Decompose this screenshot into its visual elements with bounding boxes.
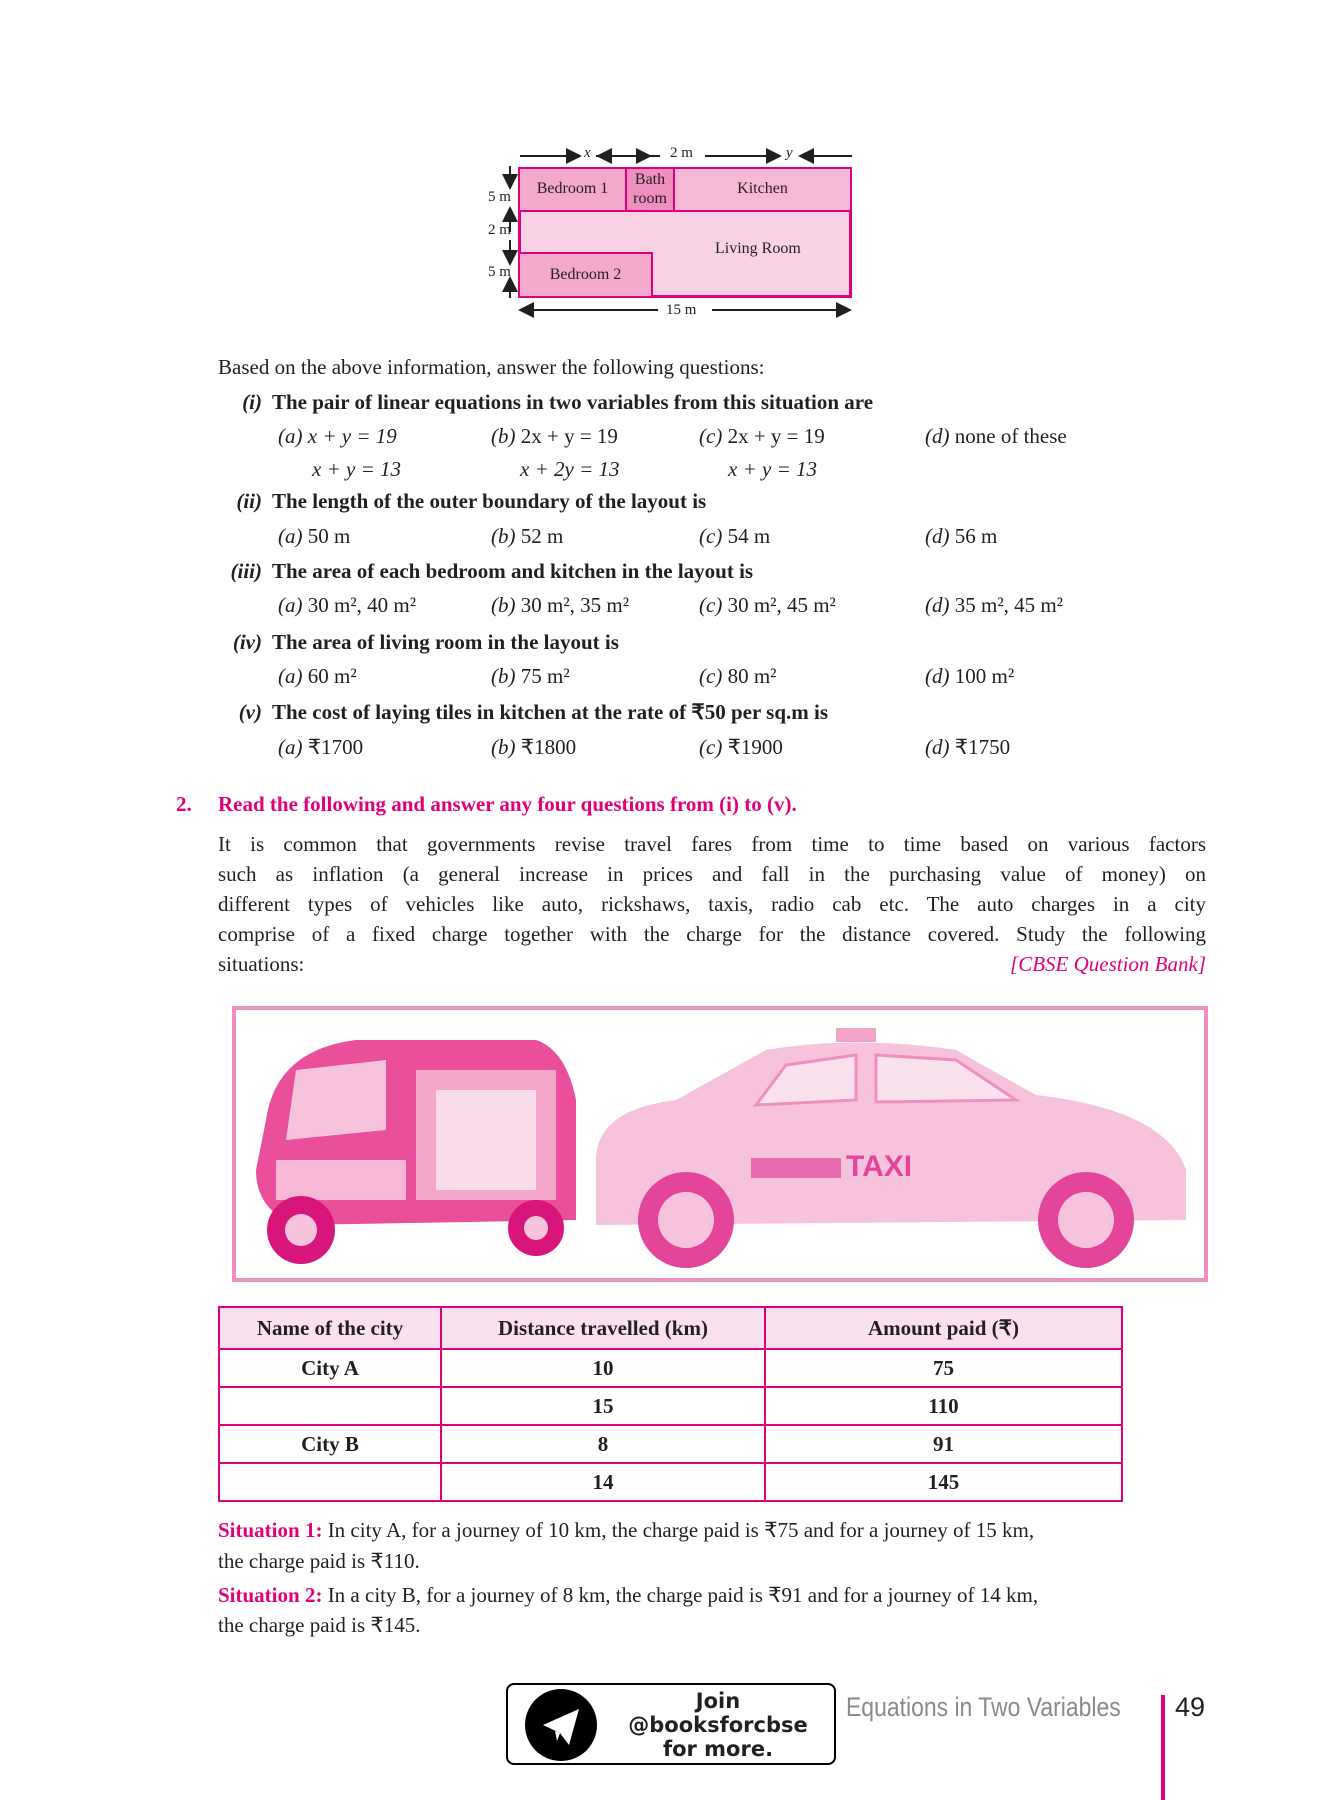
bedroom-1-label: Bedroom 1 <box>536 180 609 198</box>
cell-city: City B <box>219 1425 441 1463</box>
column-header: Amount paid (₹) <box>765 1307 1122 1349</box>
bath-label: Bath <box>634 171 666 189</box>
option-c[interactable]: (c) 80 m² <box>699 664 777 688</box>
cell-city <box>219 1387 441 1425</box>
dim-x: x <box>584 145 591 161</box>
more-text: for more. <box>662 1737 774 1761</box>
dim-2m-left: 2 m <box>488 222 511 238</box>
table-header-row <box>219 1307 1122 1349</box>
bedroom-2-label: Bedroom 2 <box>549 265 622 283</box>
telegram-icon <box>525 1689 597 1761</box>
situation-2-line2: the charge paid is ₹145. <box>218 1613 421 1637</box>
option-a[interactable]: (a) 50 m <box>278 524 351 548</box>
cell-city: City A <box>219 1349 441 1387</box>
join-text: Join <box>695 1689 741 1713</box>
vehicles-image <box>232 1006 1208 1282</box>
taxi <box>596 1028 1186 1268</box>
paragraph-line: comprise of a fixed charge together with the charge for the distance covered. Study the following <box>218 922 1206 946</box>
situation-2: Situation 2: In a city B, for a journey of 8 km, the charge paid is ₹91 and for a journey of 14 km, <box>218 1583 1039 1607</box>
bathroom <box>625 167 675 212</box>
option-a[interactable]: (a) x + y = 19 <box>278 424 397 448</box>
section-heading: Read the following and answer any four questions from (i) to (v). <box>218 792 797 816</box>
option-b[interactable]: (b) ₹1800 <box>491 735 577 759</box>
kitchen <box>673 167 852 212</box>
option-a[interactable]: (a) 60 m² <box>278 664 357 688</box>
living-room-label: Living Room <box>715 240 801 257</box>
option-a[interactable]: (a) 30 m², 40 m² <box>278 593 417 617</box>
column-header: Name of the city <box>219 1307 441 1349</box>
cell-distance: 8 <box>441 1425 765 1463</box>
telegram-banner[interactable] <box>506 1683 836 1765</box>
option-a[interactable]: (a) ₹1700 <box>278 735 364 759</box>
option-d[interactable]: (d) 35 m², 45 m² <box>925 593 1064 617</box>
paragraph-line: such as inflation (a general increase in prices and fall in the purchasing value of money) on <box>218 862 1206 886</box>
question-text: The pair of linear equations in two variables from this situation are <box>272 390 874 414</box>
table-row <box>219 1425 1122 1463</box>
question-number: (v) <box>238 700 262 724</box>
dim-2m-top: 2 m <box>670 145 693 161</box>
kitchen-label: Kitchen <box>737 180 788 198</box>
paragraph-line: different types of vehicles like auto, rickshaws, taxis, radio cab etc. The auto charges in a city <box>218 892 1206 916</box>
table-row <box>219 1387 1122 1425</box>
option-d[interactable]: (d) 56 m <box>925 524 998 548</box>
option-c[interactable]: (c) ₹1900 <box>699 735 783 759</box>
option-b[interactable]: (b) 30 m², 35 m² <box>491 593 630 617</box>
table-row <box>219 1349 1122 1387</box>
bedroom-1 <box>518 167 627 212</box>
cell-distance: 10 <box>441 1349 765 1387</box>
question-text: The area of each bedroom and kitchen in the layout is <box>272 559 754 583</box>
option-a-line2: x + y = 13 <box>312 457 401 481</box>
cell-distance: 14 <box>441 1463 765 1501</box>
cell-distance: 15 <box>441 1387 765 1425</box>
dim-y: y <box>786 145 793 161</box>
option-d[interactable]: (d) none of these <box>925 424 1067 448</box>
question-text: The area of living room in the layout is <box>272 630 619 654</box>
paragraph-line: It is common that governments revise travel fares from time to time based on various factors <box>218 832 1206 856</box>
floor-plan-diagram <box>0 0 1340 320</box>
question-number: (i) <box>242 390 262 414</box>
page-divider <box>1161 1695 1165 1800</box>
taxi-sign: TAXI <box>846 1150 913 1183</box>
dim-5m-b: 5 m <box>488 264 511 280</box>
fare-table <box>218 1306 1123 1502</box>
intro-text: Based on the above information, answer the following questions: <box>218 355 765 379</box>
table-row <box>219 1463 1122 1501</box>
source-citation: [CBSE Question Bank] <box>1010 952 1206 976</box>
option-b[interactable]: (b) 2x + y = 19 <box>491 424 618 448</box>
question-text: The length of the outer boundary of the layout is <box>272 489 707 513</box>
question-number: (ii) <box>236 489 262 513</box>
auto-rickshaw <box>256 1040 576 1264</box>
option-c[interactable]: (c) 54 m <box>699 524 771 548</box>
cell-amount: 91 <box>765 1425 1122 1463</box>
option-c[interactable]: (c) 2x + y = 19 <box>699 424 825 448</box>
situation-1: Situation 1: In city A, for a journey of 10 km, the charge paid is ₹75 and for a journey of 15 km, <box>218 1518 1035 1542</box>
paragraph-last-line: situations: <box>218 952 305 976</box>
column-header: Distance travelled (km) <box>441 1307 765 1349</box>
auto-and-taxi-illustration <box>236 1010 1204 1278</box>
situation-1-line2: the charge paid is ₹110. <box>218 1549 420 1573</box>
cell-amount: 110 <box>765 1387 1122 1425</box>
handle-text: @booksforcbse <box>628 1713 808 1737</box>
option-d[interactable]: (d) ₹1750 <box>925 735 1011 759</box>
option-c-line2: x + y = 13 <box>728 457 817 481</box>
option-b-line2: x + 2y = 13 <box>520 457 620 481</box>
option-d[interactable]: (d) 100 m² <box>925 664 1015 688</box>
page-number: 49 <box>1175 1692 1206 1722</box>
bedroom-2 <box>518 252 653 298</box>
option-b[interactable]: (b) 52 m <box>491 524 564 548</box>
room-label: room <box>633 189 667 207</box>
dim-15m: 15 m <box>666 302 697 318</box>
section-number: 2. <box>176 792 192 816</box>
cell-amount: 145 <box>765 1463 1122 1501</box>
dim-5m-a: 5 m <box>488 189 511 205</box>
question-number: (iv) <box>232 630 262 654</box>
cell-city <box>219 1463 441 1501</box>
chapter-title: Equations in Two Variables <box>846 1692 1121 1722</box>
question-number: (iii) <box>230 559 262 583</box>
option-c[interactable]: (c) 30 m², 45 m² <box>699 593 836 617</box>
question-text: The cost of laying tiles in kitchen at the rate of ₹50 per sq.m is <box>272 700 829 724</box>
cell-amount: 75 <box>765 1349 1122 1387</box>
option-b[interactable]: (b) 75 m² <box>491 664 570 688</box>
